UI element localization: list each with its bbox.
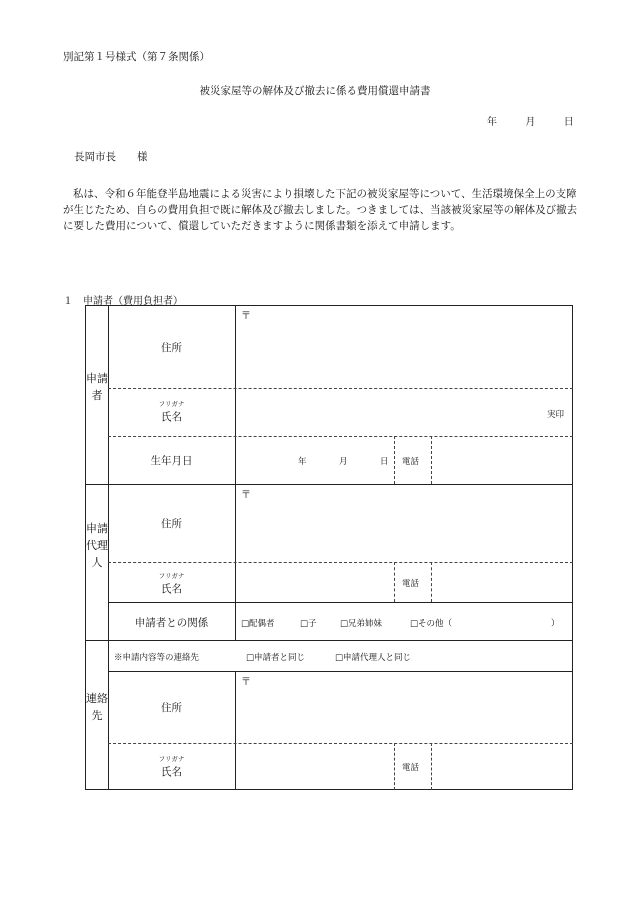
phone-label: 電話 — [402, 457, 420, 467]
furigana-label: フリガナ — [158, 572, 185, 580]
birth-day-unit: 日 — [380, 457, 389, 467]
date-line — [487, 113, 574, 128]
agent-name-field[interactable] — [236, 563, 394, 602]
birthdate-label: 生年月日 — [150, 455, 193, 467]
name-label: 氏名 — [161, 583, 182, 595]
divider — [235, 602, 236, 640]
agent-address-label: 住所 — [161, 518, 182, 530]
date-year-field[interactable]: 年 — [487, 117, 497, 128]
addressee: 長岡市長 様 — [74, 151, 148, 163]
contact-phone-field[interactable] — [432, 744, 572, 790]
divider — [394, 436, 395, 484]
relation-spouse-checkbox[interactable]: □配偶者 — [241, 619, 275, 629]
section-heading: １ 申請者（費用負担者） — [63, 296, 183, 307]
birth-month-unit: 月 — [339, 457, 348, 467]
contact-address-field[interactable] — [236, 672, 572, 743]
relation-sibling-checkbox[interactable]: □兄弟姉妹 — [340, 619, 383, 629]
agent-group-label: 申請代理人 — [86, 522, 108, 569]
divider — [394, 562, 395, 602]
relation-other-checkbox[interactable]: □その他（ — [410, 619, 453, 629]
furigana-label: フリガナ — [158, 400, 185, 408]
agent-address-field[interactable] — [236, 485, 572, 562]
relation-child-checkbox[interactable]: □子 — [300, 619, 317, 629]
divider — [394, 743, 395, 790]
postal-mark: 〒 — [241, 490, 251, 501]
applicant-group-label: 申請者 — [86, 372, 108, 402]
contact-name-label — [108, 755, 235, 779]
birth-year-unit: 年 — [298, 457, 307, 467]
same-as-applicant-checkbox[interactable]: □申請者と同じ — [246, 653, 306, 663]
relation-close-paren: ） — [551, 619, 560, 629]
contact-name-field[interactable] — [236, 744, 394, 790]
divider — [108, 305, 109, 790]
applicant-address-field[interactable] — [236, 306, 572, 388]
applicant-address-label: 住所 — [161, 342, 182, 354]
phone-label: 電話 — [402, 579, 420, 589]
relation-label: 申請者との関係 — [134, 617, 209, 629]
contact-group-label: 連絡先 — [86, 692, 108, 722]
applicant-phone-field[interactable] — [432, 437, 572, 484]
name-label: 氏名 — [161, 766, 182, 778]
divider — [108, 602, 573, 603]
same-as-agent-checkbox[interactable]: □申請代理人と同じ — [335, 653, 412, 663]
seal-label: 実印 — [547, 410, 565, 420]
phone-label: 電話 — [402, 763, 420, 773]
postal-mark: 〒 — [241, 311, 251, 322]
furigana-label: フリガナ — [158, 755, 185, 763]
applicant-name-field[interactable] — [236, 389, 572, 436]
applicant-name-label — [108, 400, 235, 424]
form-id: 別記第１号様式（第７条関係） — [63, 51, 210, 63]
postal-mark: 〒 — [241, 677, 251, 688]
divider — [85, 640, 573, 641]
body-text: 私は、令和６年能登半島地震による災害により損壊した下記の被災家屋等について、生活環境保全上の支障が生じたため、自らの費用負担で既に解体及び撤去しました。つきましては、当該被災家屋等の解体及び撤去に要した費用について、償還していただきますように関係書類を添えて申請します。 — [63, 188, 578, 232]
date-day-field[interactable]: 日 — [563, 117, 574, 128]
agent-phone-field[interactable] — [432, 563, 572, 602]
date-month-field[interactable]: 月 — [525, 117, 536, 128]
document-title: 被災家屋等の解体及び撤去に係る費用償還申請書 — [199, 85, 431, 97]
agent-name-label — [108, 572, 235, 596]
name-label: 氏名 — [161, 411, 182, 423]
contact-note: ※申請内容等の連絡先 — [114, 653, 200, 663]
contact-address-label: 住所 — [161, 702, 182, 714]
